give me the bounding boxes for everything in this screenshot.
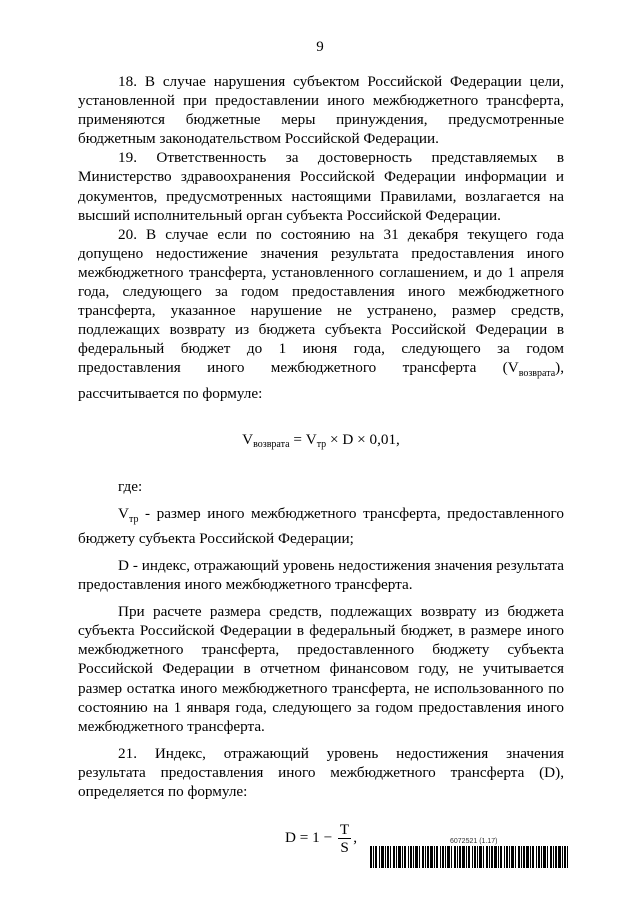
formula-1-lhs-sub: возврата bbox=[253, 438, 290, 450]
paragraph-20-text: 20. В случае если по состоянию на 31 декабря текущего года допущено недостижение значения результата предоставления иного межбюджетного трансферта, установленного соглашением, и до 1 апреля года, следующего за годом предоставления иного межбюджетного трансферта, указанное нарушение не устранено, размер средств, подлежащих возврату из бюджета субъекта Российской Федерации в федеральный бюджет до 1 июня года, следующего за годом предоставления иного межбюджетного трансферта (V bbox=[78, 225, 564, 377]
v-tr-symbol-sub: тр bbox=[128, 513, 139, 525]
fraction-denominator: S bbox=[340, 839, 349, 857]
v-return-subscript: возврата bbox=[518, 368, 556, 380]
document-body bbox=[78, 72, 564, 856]
v-tr-definition-text: - размер иного межбюджетного трансферта, предоставленного бюджету субъекта Российской Федерации; bbox=[78, 504, 564, 547]
paragraph-21: 21. Индекс, отражающий уровень недостижения значения результата предоставления иного межбюджетного трансферта (D), определяется по формуле: bbox=[78, 744, 564, 800]
paragraph-20 bbox=[78, 225, 564, 403]
formula-1-v-sub: тр bbox=[316, 438, 327, 450]
formula-2-lhs: D = 1 − bbox=[285, 829, 336, 847]
barcode-label: 6072521 (1.17) bbox=[450, 838, 498, 845]
d-definition: D - индекс, отражающий уровень недостижения значения результата предоставления иного межбюджетного трансферта. bbox=[78, 556, 564, 594]
formula-1-rhs: × D × 0,01, bbox=[326, 430, 400, 448]
barcode-icon bbox=[370, 846, 568, 868]
fraction-t-over-s bbox=[338, 821, 351, 856]
v-tr-definition bbox=[78, 504, 564, 548]
formula-1-lhs: V bbox=[242, 430, 254, 448]
v-tr-symbol: V bbox=[118, 504, 129, 522]
formula-1-eq: = V bbox=[289, 430, 317, 448]
calculation-note: При расчете размера средств, подлежащих возврату из бюджета субъекта Российской Федерации в федеральный бюджет, в размере иного межбюджетного трансферта, предоставленного бюджету субъекта Российской Федерации в отчетном финансовом году, не учитывается размер остатка иного межбюджетного трансферта, не использованного по состоянию на 1 января года, следующего за годом предоставления иного межбюджетного трансферта. bbox=[78, 603, 564, 735]
fraction-numerator: T bbox=[339, 821, 350, 839]
formula-return-amount bbox=[78, 430, 564, 455]
page-number: 9 bbox=[316, 39, 324, 55]
where-label: где: bbox=[118, 477, 143, 495]
paragraph-19: 19. Ответственность за достоверность представляемых в Министерство здравоохранения Российской Федерации информации и документов, предусмотренных настоящими Правилами, возлагается на высший исполнительный орган субъекта Российской Федерации. bbox=[78, 149, 564, 224]
paragraph-18: 18. В случае нарушения субъектом Российской Федерации цели, установленной при предоставлении иного межбюджетного трансферта, применяются бюджетные меры принуждения, предусмотренные бюджетным законодательством Российской Федерации. bbox=[78, 73, 564, 148]
paragraph-20-tail: ), рассчитывается по формуле: bbox=[78, 359, 564, 402]
formula-2-tail: , bbox=[353, 829, 357, 847]
